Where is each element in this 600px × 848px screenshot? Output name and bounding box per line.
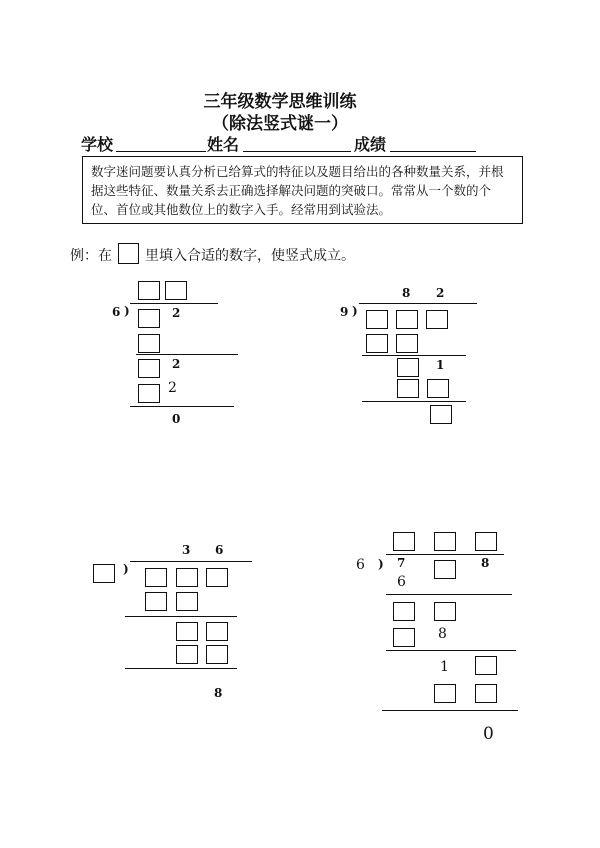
product-box[interactable] <box>475 684 497 703</box>
product-box[interactable] <box>396 334 418 353</box>
dividend-box[interactable] <box>176 568 198 587</box>
subtract-line <box>125 668 237 669</box>
division-bar <box>130 303 218 304</box>
division-bracket: ) <box>378 557 384 571</box>
remainder-box[interactable] <box>397 358 419 377</box>
subtract-line <box>386 650 516 651</box>
quotient-box[interactable] <box>393 532 415 551</box>
school-label: 学校 <box>81 135 114 154</box>
division-bar <box>386 554 504 555</box>
instruction-text: 数字迷问题要认真分析已给算式的特征以及题目给出的各种数量关系，并根据这些特征、数量关系去正确选择解决问题的突破口。常常从一个数的个位、首位或其他数位上的数字入手。经常用到试验法。 <box>91 164 504 217</box>
divisor: 9 <box>340 305 349 319</box>
name-field[interactable] <box>243 151 351 152</box>
product-box[interactable] <box>206 645 228 664</box>
example-box <box>118 243 139 264</box>
dividend-box[interactable] <box>434 560 456 579</box>
divisor: 6 <box>356 557 365 573</box>
final-remainder: 0 <box>172 412 181 426</box>
subtract-line <box>125 616 237 617</box>
subtract-line <box>362 401 466 402</box>
remainder-box[interactable] <box>206 622 228 641</box>
product-digit: 8 <box>438 626 447 642</box>
quotient-digit: 3 <box>182 543 191 557</box>
dividend-box[interactable] <box>145 568 167 587</box>
subtract-line <box>382 710 518 711</box>
remainder-box[interactable] <box>434 602 456 621</box>
divisor: 6 <box>112 305 121 319</box>
product-box[interactable] <box>434 684 456 703</box>
division-bar <box>359 303 477 304</box>
quotient-box[interactable] <box>475 532 497 551</box>
subtract-line <box>130 406 234 407</box>
dividend-digit: 7 <box>397 556 406 570</box>
remainder-box[interactable] <box>176 622 198 641</box>
example-suffix: 里填入合适的数字，使竖式成立。 <box>145 248 355 264</box>
page-title: 三年级数学思维训练 <box>203 92 357 112</box>
name-label: 姓名 <box>207 135 240 154</box>
subtract-line <box>136 354 238 355</box>
product-box[interactable] <box>397 379 419 398</box>
division-bracket: ) <box>352 304 358 318</box>
product-box[interactable] <box>366 334 388 353</box>
divisor-box[interactable] <box>93 564 115 583</box>
instruction-box <box>82 156 523 224</box>
product-box[interactable] <box>393 628 415 647</box>
quotient-digit: 6 <box>215 543 224 557</box>
product-box[interactable] <box>427 379 449 398</box>
score-field[interactable] <box>390 151 476 152</box>
product-digit: 2 <box>168 380 177 396</box>
dividend-box[interactable] <box>366 310 388 329</box>
remainder-digit: 2 <box>172 357 181 371</box>
final-remainder: 8 <box>214 686 223 700</box>
dividend-box[interactable] <box>396 310 418 329</box>
example-line <box>70 243 355 265</box>
dividend-box[interactable] <box>426 310 448 329</box>
school-field[interactable] <box>116 151 206 152</box>
quotient-box[interactable] <box>434 532 456 551</box>
dividend-box[interactable] <box>138 309 160 328</box>
example-prefix: 例：在 <box>70 248 112 264</box>
product-box[interactable] <box>138 334 160 353</box>
subtract-line <box>362 355 466 356</box>
remainder-digit: 1 <box>440 659 449 675</box>
dividend-digit: 2 <box>172 306 181 320</box>
division-bracket: ) <box>123 562 129 576</box>
quotient-box[interactable] <box>138 281 160 300</box>
product-box[interactable] <box>176 645 198 664</box>
quotient-digit: 8 <box>402 286 411 300</box>
product-digit: 6 <box>397 574 406 590</box>
remainder-digit: 1 <box>436 358 445 372</box>
final-remainder: 0 <box>483 724 494 744</box>
score-label: 成绩 <box>354 135 387 154</box>
product-box[interactable] <box>138 384 160 403</box>
division-bracket: ) <box>124 304 130 318</box>
product-box[interactable] <box>176 592 198 611</box>
division-bar <box>130 561 252 562</box>
quotient-digit: 2 <box>436 286 445 300</box>
quotient-box[interactable] <box>165 281 187 300</box>
remainder-box[interactable] <box>393 602 415 621</box>
page-subtitle: （除法竖式谜一） <box>212 114 348 134</box>
product-box[interactable] <box>145 592 167 611</box>
dividend-box[interactable] <box>206 568 228 587</box>
final-remainder-box[interactable] <box>430 405 452 424</box>
dividend-digit: 8 <box>481 556 490 570</box>
subtract-line <box>386 594 512 595</box>
remainder-box[interactable] <box>138 359 160 378</box>
remainder-box[interactable] <box>475 656 497 675</box>
